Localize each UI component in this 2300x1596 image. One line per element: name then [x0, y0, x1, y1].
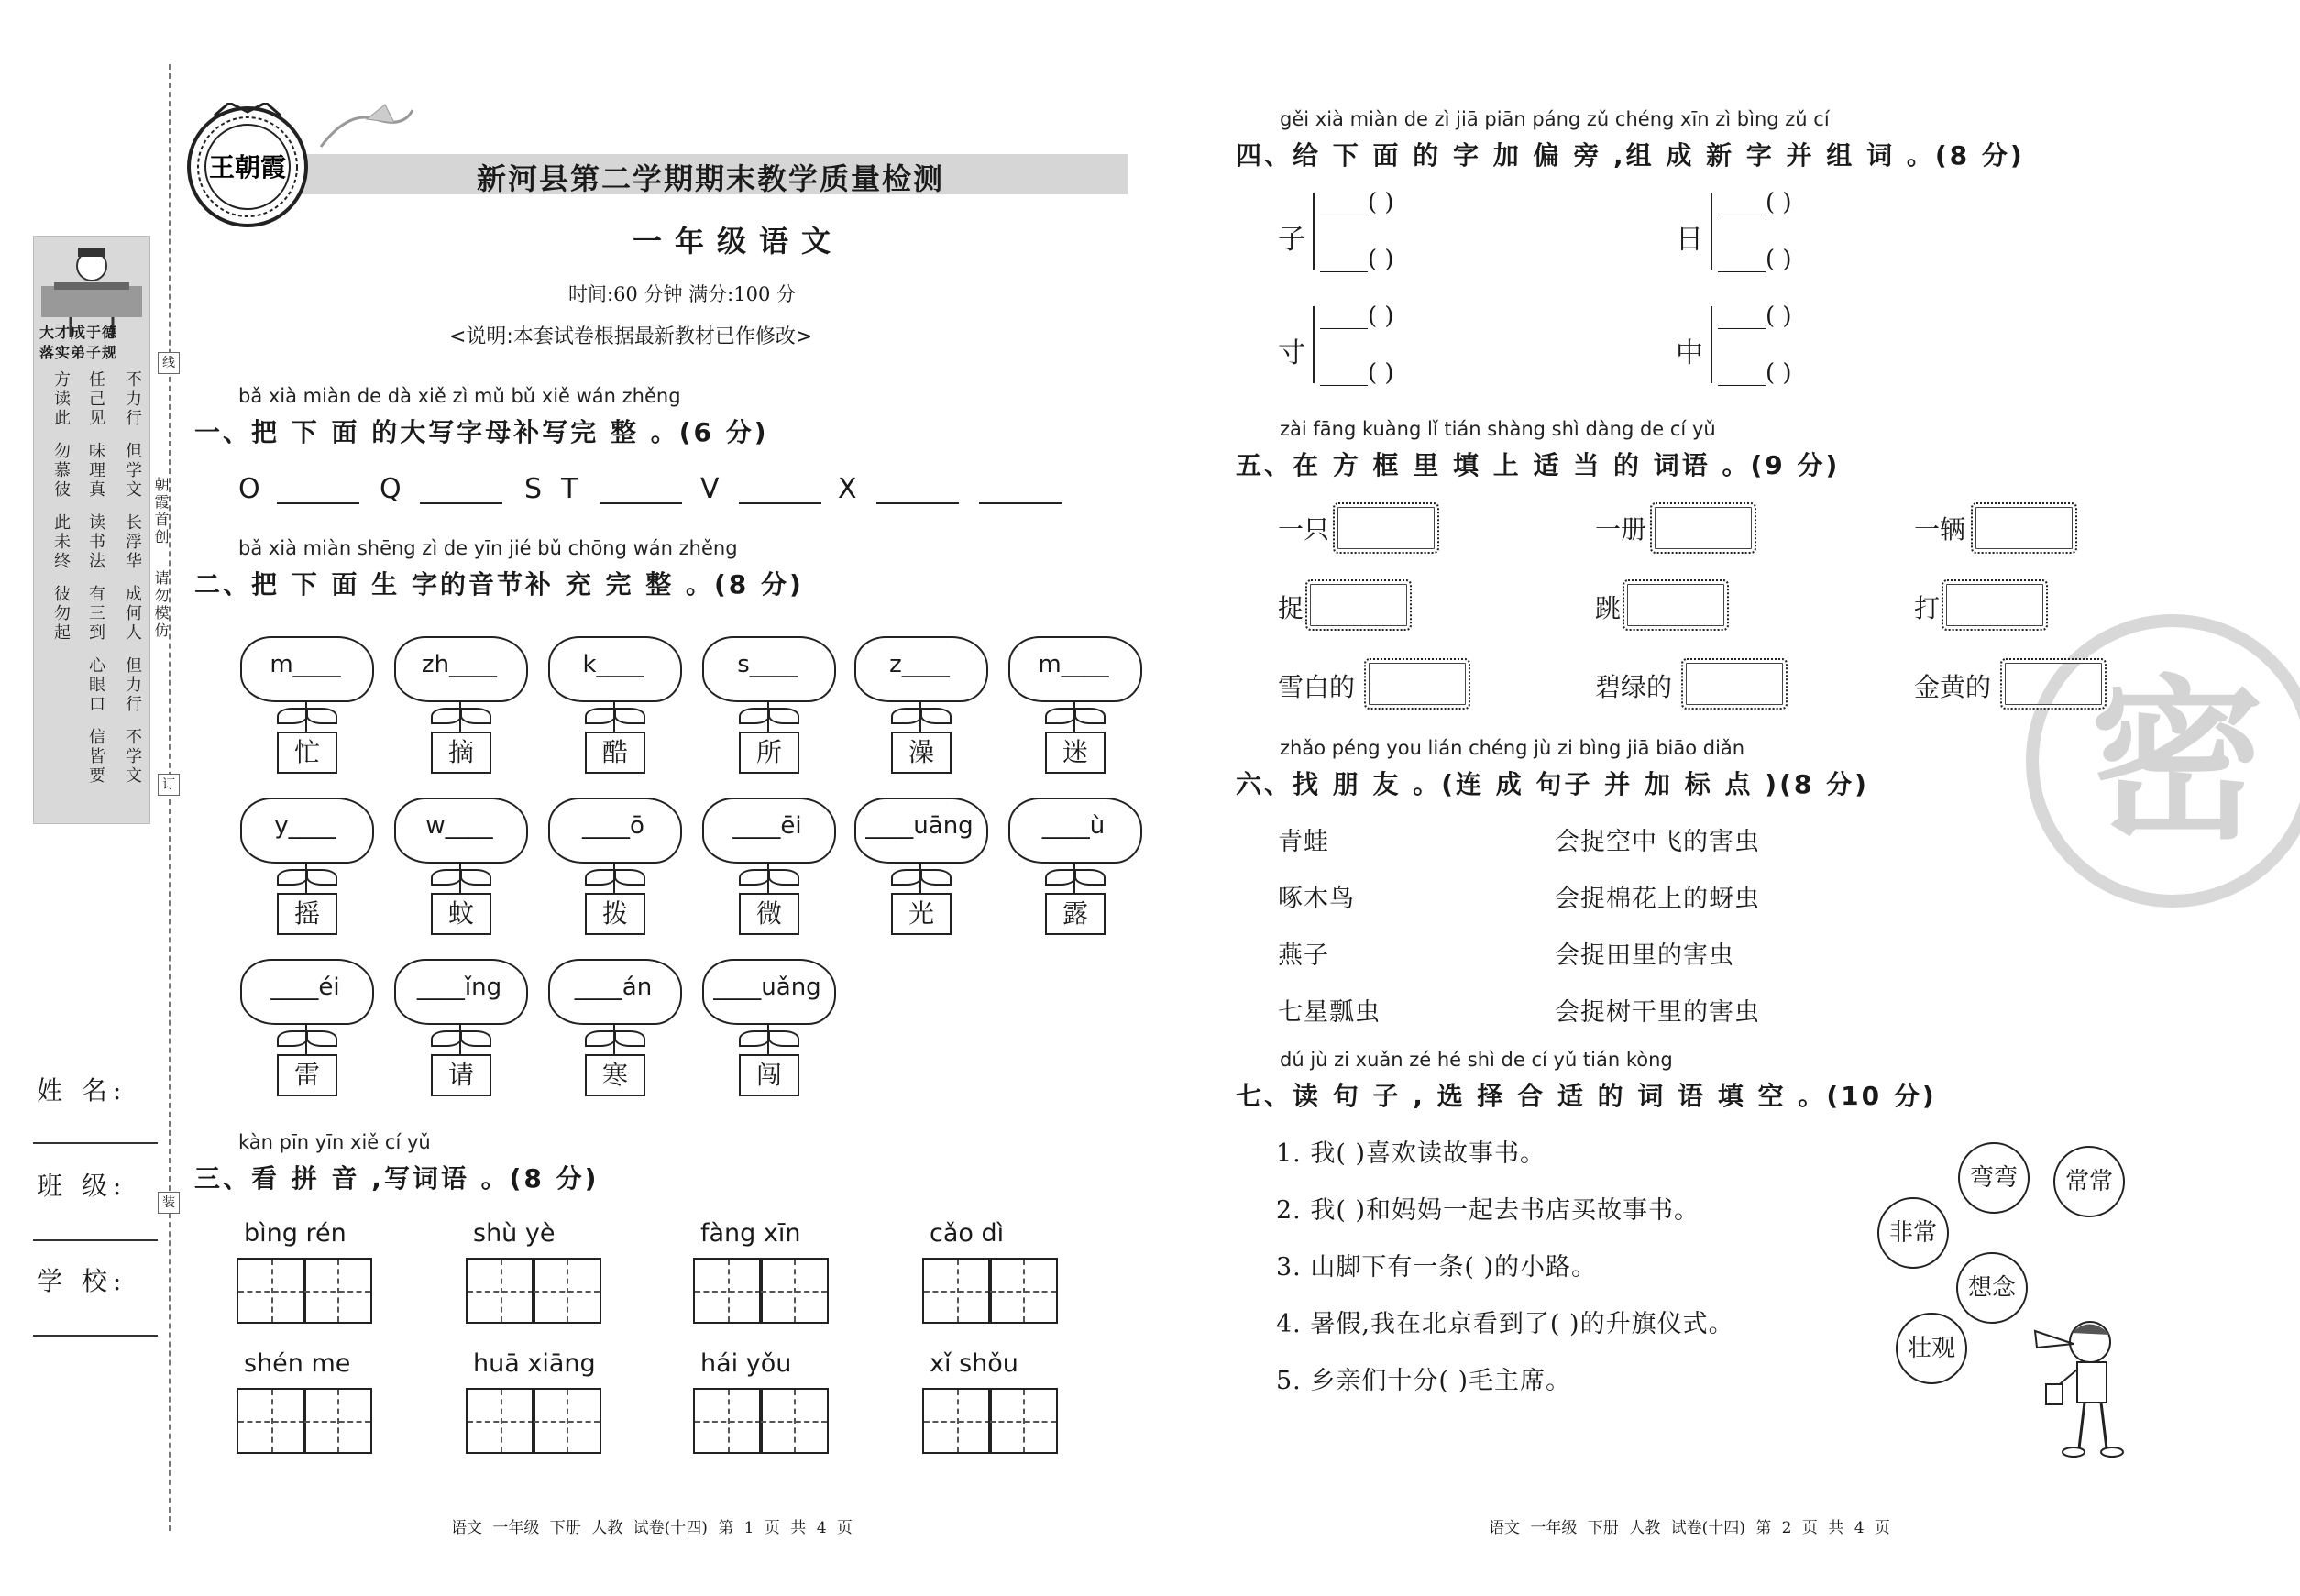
leaf-icon — [1074, 869, 1106, 886]
leaf-icon — [739, 708, 770, 724]
q3-pinyin: kàn pīn yīn xiě cí yǔ — [238, 1131, 431, 1153]
exam-subtitle: 一年级语文 — [633, 224, 844, 259]
writing-cell[interactable] — [759, 1388, 829, 1454]
flower-syllable[interactable]: w____ — [425, 812, 493, 840]
leaf-icon — [277, 708, 308, 724]
word-pinyin: hái yǒu — [700, 1349, 792, 1378]
binding-line — [169, 64, 171, 1531]
q4-blank-4a[interactable]: ____( ) — [1718, 303, 1792, 330]
leaf-icon — [768, 708, 799, 724]
q4-heading: 四、给 下 面 的 字 加 偏 旁 ,组 成 新 字 并 组 词 。(8 分) — [1236, 140, 2025, 171]
letter-blank-2[interactable] — [420, 502, 502, 504]
writing-cell[interactable] — [922, 1388, 992, 1454]
leaf-icon — [585, 708, 616, 724]
word-pinyin: huā xiāng — [473, 1349, 596, 1378]
leaf-icon — [739, 1030, 770, 1047]
writing-cell[interactable] — [693, 1258, 763, 1324]
verse-6: 不学文 — [123, 728, 142, 786]
verse-2: 但学文 — [123, 442, 142, 500]
q6-left-4[interactable]: 七星瓢虫 — [1278, 998, 1381, 1027]
q6-right-2[interactable]: 会捉棉花上的蚜虫 — [1555, 885, 1760, 913]
leaf-icon — [1045, 869, 1076, 886]
q5-label-jinhuang: 金黄的 — [1914, 672, 1992, 702]
letter-s: S — [524, 473, 543, 505]
school-label: 学 校: — [37, 1266, 127, 1296]
q4-char-ri: 日 — [1676, 224, 1703, 256]
verse-11: 心眼口 — [86, 656, 105, 714]
verse-8: 味理真 — [86, 442, 105, 500]
q6-pinyin: zhǎo péng you lián chéng jù zi bìng jiā biāo diǎn — [1280, 737, 1745, 759]
seal-char-ding: 订 — [158, 774, 180, 796]
verse-16: 彼勿起 — [51, 585, 71, 643]
verse-14: 勿慕彼 — [51, 442, 71, 500]
class-label: 班 级: — [37, 1171, 127, 1201]
q5-box-6[interactable] — [1942, 579, 2048, 631]
q1-pinyin: bǎ xià miàn de dà xiě zì mǔ bǔ xiě wán zhěng — [238, 385, 681, 407]
q4-blank-4b[interactable]: ____( ) — [1718, 359, 1792, 387]
writing-cell[interactable] — [466, 1388, 535, 1454]
q7-pinyin: dú jù zi xuǎn zé hé shì de cí yǔ tián kòng — [1280, 1049, 1673, 1071]
q6-left-2[interactable]: 啄木鸟 — [1278, 885, 1355, 913]
letter-blank-5[interactable] — [876, 502, 959, 504]
vertical-note-1: 朝霞首创 — [152, 477, 170, 546]
flower-char-box: 迷 — [1045, 732, 1106, 774]
q6-heading: 六、找 朋 友 。(连 成 句子 并 加 标 点 )(8 分) — [1236, 769, 1869, 799]
flower-syllable[interactable]: ____uǎng — [713, 974, 821, 1001]
q5-pinyin: zài fāng kuàng lǐ tián shàng shì dàng de cí yǔ — [1280, 418, 1716, 440]
word-bank-xiangnian[interactable]: 想念 — [1956, 1252, 2028, 1324]
letter-blank-1[interactable] — [277, 502, 359, 504]
watermark-char: 密 — [2090, 658, 2265, 863]
verse-15: 此未终 — [51, 513, 71, 571]
q5-box-1[interactable] — [1333, 502, 1439, 554]
leaf-icon — [431, 1030, 462, 1047]
word-pinyin: xǐ shǒu — [930, 1349, 1018, 1378]
q6-left-3[interactable]: 燕子 — [1278, 941, 1329, 970]
logo-emblem-icon — [183, 103, 312, 231]
leaf-icon — [431, 708, 462, 724]
leaf-icon — [614, 869, 645, 886]
verse-12: 信皆要 — [86, 728, 105, 786]
leaf-icon — [920, 708, 952, 724]
flower-syllable[interactable]: ____ǐng — [416, 974, 502, 1001]
flower-char-box: 摘 — [431, 732, 491, 774]
verse-10: 有三到 — [86, 585, 105, 643]
leaf-icon — [277, 1030, 308, 1047]
q4-blank-1a[interactable]: ____( ) — [1320, 189, 1394, 216]
letter-o: O — [238, 473, 260, 505]
writing-cell[interactable] — [532, 1388, 601, 1454]
writing-cell[interactable] — [237, 1258, 306, 1324]
q7-heading: 七、读 句 子 , 选 择 合 适 的 词 语 填 空 。(10 分) — [1236, 1081, 1937, 1111]
letter-blank-4[interactable] — [739, 502, 821, 504]
q5-heading: 五、在 方 框 里 填 上 适 当 的 词语 。(9 分) — [1236, 450, 1841, 480]
leaf-icon — [614, 1030, 645, 1047]
word-bank-zhuangguan[interactable]: 壮观 — [1896, 1313, 1967, 1384]
q2-pinyin: bǎ xià miàn shēng zì de yīn jié bǔ chōng wán zhěng — [238, 537, 738, 559]
q5-label-yice: 一册 — [1595, 514, 1647, 545]
leaf-icon — [460, 869, 491, 886]
flower-char-box: 酷 — [585, 732, 645, 774]
q4-char-cun: 寸 — [1278, 337, 1305, 369]
q5-box-9[interactable] — [2000, 658, 2107, 710]
leaf-icon — [768, 869, 799, 886]
writing-cell[interactable] — [237, 1388, 306, 1454]
exam-time-score: 时间:60 分钟 满分:100 分 — [568, 283, 796, 305]
q7-sentence-5[interactable]: 5. 乡亲们十分( )毛主席。 — [1276, 1367, 1571, 1395]
school-field[interactable] — [33, 1335, 158, 1337]
flower-char-box: 拨 — [585, 893, 645, 935]
margin-verse-panel — [33, 236, 150, 824]
q7-sentence-4[interactable]: 4. 暑假,我在北京看到了( )的升旗仪式。 — [1276, 1310, 1734, 1338]
word-pinyin: cǎo dì — [930, 1219, 1005, 1248]
flower-syllable[interactable]: ____ō — [582, 812, 644, 840]
leaf-icon — [306, 708, 337, 724]
leaf-icon — [614, 708, 645, 724]
verse-13: 方读此 — [51, 370, 71, 428]
q4-char-zi: 子 — [1278, 224, 1305, 256]
letter-v: V — [700, 473, 720, 505]
q5-box-2[interactable] — [1650, 502, 1756, 554]
q6-right-1[interactable]: 会捉空中飞的害虫 — [1555, 828, 1760, 856]
q5-label-tiao: 跳 — [1595, 593, 1622, 623]
q6-left-1[interactable]: 青蛙 — [1278, 828, 1329, 856]
verse-1: 不力行 — [123, 370, 142, 428]
flower-char-box: 摇 — [277, 893, 337, 935]
q5-label-da: 打 — [1914, 593, 1941, 623]
q2-heading: 二、把 下 面 生 字的音节补 充 完 整 。(8 分) — [194, 569, 804, 600]
writing-cell[interactable] — [922, 1258, 992, 1324]
flower-syllable[interactable]: ____ēi — [732, 812, 802, 840]
ribbon-decoration-icon — [312, 101, 422, 156]
leaf-icon — [460, 1030, 491, 1047]
flower-char-box: 请 — [431, 1054, 491, 1096]
mascot-caption-2: 落实弟子规 — [39, 344, 118, 361]
vertical-note-2: 请勿模仿 — [152, 570, 170, 640]
verse-4: 成何人 — [123, 585, 142, 643]
q5-box-8[interactable] — [1681, 658, 1788, 710]
q3-heading: 三、看 拼 音 ,写词语 。(8 分) — [194, 1163, 600, 1194]
q5-box-7[interactable] — [1364, 658, 1470, 710]
verse-9: 读书法 — [86, 513, 105, 571]
verse-5: 但力行 — [123, 656, 142, 714]
writing-cell[interactable] — [466, 1258, 535, 1324]
leaf-icon — [891, 708, 922, 724]
flower-char-box: 雷 — [277, 1054, 337, 1096]
q4-char-zhong: 中 — [1676, 337, 1703, 369]
q5-label-bilv: 碧绿的 — [1595, 672, 1673, 702]
word-bank-changchang[interactable]: 常常 — [2053, 1146, 2125, 1217]
q4-blank-1b[interactable]: ____( ) — [1320, 246, 1394, 273]
leaf-icon — [920, 869, 952, 886]
writing-cell[interactable] — [759, 1258, 829, 1324]
flower-syllable[interactable]: s____ — [737, 651, 798, 678]
q7-sentence-3[interactable]: 3. 山脚下有一条( )的小路。 — [1276, 1253, 1597, 1282]
writing-cell[interactable] — [988, 1258, 1058, 1324]
writing-cell[interactable] — [303, 1388, 372, 1454]
q1-heading: 一、把 下 面 的大写字母补写完 整 。(6 分) — [194, 417, 769, 447]
flower-syllable[interactable]: m____ — [1038, 651, 1109, 678]
leaf-icon — [306, 1030, 337, 1047]
flower-char-box: 光 — [891, 893, 952, 935]
letter-x: X — [838, 473, 857, 505]
flower-char-box: 蚊 — [431, 893, 491, 935]
logo-text: 王朝霞 — [208, 152, 287, 182]
leaf-icon — [277, 869, 308, 886]
leaf-icon — [306, 869, 337, 886]
flower-char-box: 忙 — [277, 732, 337, 774]
q7-sentence-2[interactable]: 2. 我( )和妈妈一起去书店买故事书。 — [1276, 1196, 1700, 1225]
q5-label-yizhi: 一只 — [1278, 514, 1330, 545]
q6-right-3[interactable]: 会捉田里的害虫 — [1555, 941, 1734, 970]
child-with-trumpet-icon — [2026, 1311, 2127, 1467]
flower-syllable[interactable]: ____án — [574, 974, 653, 1001]
left-footer: 语文 一年级 下册 人教 试卷(十四) 第 1 页 共 4 页 — [451, 1519, 853, 1537]
q4-blank-3b[interactable]: ____( ) — [1320, 359, 1394, 387]
flower-char-box: 澡 — [891, 732, 952, 774]
flower-syllable[interactable]: ____éi — [270, 974, 340, 1001]
q5-label-zhuo: 捉 — [1278, 593, 1304, 623]
leaf-icon — [768, 1030, 799, 1047]
class-field[interactable] — [33, 1239, 158, 1241]
exam-note: <说明:本套试卷根据最新教材已作修改> — [449, 325, 813, 348]
word-bank-wanwan[interactable]: 弯弯 — [1958, 1142, 2030, 1214]
q7-sentence-1[interactable]: 1. 我( )喜欢读故事书。 — [1276, 1139, 1546, 1168]
q4-blank-3a[interactable]: ____( ) — [1320, 303, 1394, 330]
verse-3: 长浮华 — [123, 513, 142, 571]
writing-cell[interactable] — [532, 1258, 601, 1324]
q5-box-5[interactable] — [1623, 579, 1729, 631]
leaf-icon — [431, 869, 462, 886]
word-pinyin: fàng xīn — [700, 1219, 801, 1248]
writing-cell[interactable] — [303, 1258, 372, 1324]
leaf-icon — [1074, 708, 1106, 724]
writing-cell[interactable] — [693, 1388, 763, 1454]
flower-syllable[interactable]: k____ — [582, 651, 644, 678]
q5-label-xuebai: 雪白的 — [1278, 672, 1356, 702]
word-pinyin: shù yè — [473, 1219, 556, 1248]
word-pinyin: shén me — [244, 1349, 351, 1378]
flower-syllable[interactable]: ____uāng — [865, 812, 974, 840]
leaf-icon — [585, 869, 616, 886]
flower-char-box: 微 — [739, 893, 799, 935]
q5-box-4[interactable] — [1305, 579, 1412, 631]
word-pinyin: bìng rén — [244, 1219, 347, 1248]
q4-blank-2a[interactable]: ____( ) — [1718, 189, 1792, 216]
right-footer: 语文 一年级 下册 人教 试卷(十四) 第 2 页 共 4 页 — [1489, 1519, 1890, 1537]
flower-syllable[interactable]: m____ — [270, 651, 341, 678]
flower-syllable[interactable]: ____ù — [1041, 812, 1106, 840]
exam-title: 新河县第二学期期末教学质量检测 — [477, 161, 945, 196]
letter-q: Q — [380, 473, 402, 505]
flower-syllable[interactable]: y____ — [274, 812, 336, 840]
word-bank-feichang[interactable]: 非常 — [1877, 1197, 1949, 1269]
letter-blank-3[interactable] — [600, 502, 682, 504]
q5-label-yiliang: 一辆 — [1914, 514, 1966, 545]
flower-char-box: 露 — [1045, 893, 1106, 935]
flower-char-box: 所 — [739, 732, 799, 774]
leaf-icon — [891, 869, 922, 886]
q4-pinyin: gěi xià miàn de zì jiā piān páng zǔ chéng xīn zì bìng zǔ cí — [1280, 108, 1830, 130]
seal-char-zhuang: 装 — [158, 1192, 180, 1214]
q6-right-4[interactable]: 会捉树干里的害虫 — [1555, 998, 1760, 1027]
flower-char-box: 闯 — [739, 1054, 799, 1096]
q5-box-3[interactable] — [1971, 502, 2077, 554]
seal-char-xian: 线 — [158, 352, 180, 374]
leaf-icon — [739, 869, 770, 886]
writing-cell[interactable] — [988, 1388, 1058, 1454]
flower-syllable[interactable]: zh____ — [421, 651, 498, 678]
name-field[interactable] — [33, 1142, 158, 1144]
name-label: 姓 名: — [37, 1075, 127, 1106]
q4-blank-2b[interactable]: ____( ) — [1718, 246, 1792, 273]
leaf-icon — [1045, 708, 1076, 724]
flower-char-box: 寒 — [585, 1054, 645, 1096]
letter-t: T — [561, 473, 578, 505]
letter-blank-6[interactable] — [979, 502, 1062, 504]
leaf-icon — [585, 1030, 616, 1047]
verse-7: 任己见 — [86, 370, 105, 428]
mascot-caption-1: 大才成于德 — [39, 324, 118, 341]
flower-syllable[interactable]: z____ — [889, 651, 950, 678]
leaf-icon — [460, 708, 491, 724]
